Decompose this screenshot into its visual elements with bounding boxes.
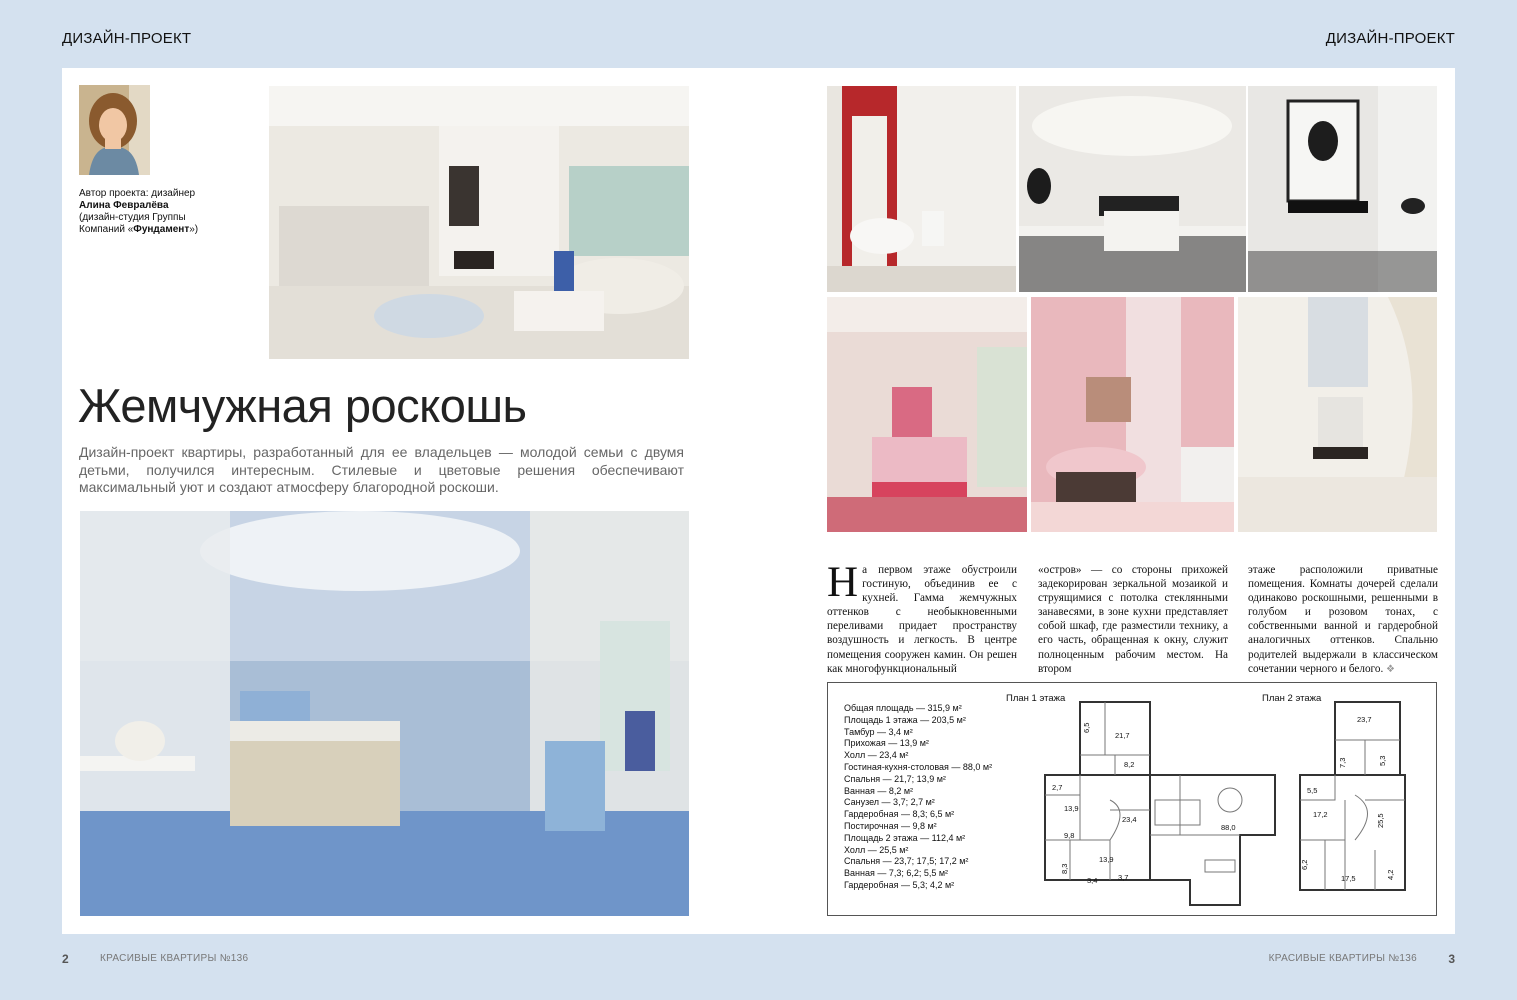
author-caption-line: »)	[189, 224, 199, 235]
bathroom-red-photo	[827, 86, 1016, 292]
article-title: Жемчужная роскошь	[78, 379, 527, 432]
room-label: 3,7	[1118, 873, 1129, 882]
pink-bathroom-photo	[1031, 297, 1234, 532]
plan-2-title: План 2 этажа	[1262, 693, 1322, 704]
spec-line: Постирочная — 9,8 м²	[844, 820, 937, 831]
section-label-left: ДИЗАЙН-ПРОЕКТ	[62, 30, 192, 47]
author-caption-line: Автор проекта: дизайнер	[79, 188, 196, 199]
room-label: 6,5	[1082, 722, 1091, 733]
room-label: 4,2	[1386, 869, 1395, 880]
page-number-right: 3	[1448, 952, 1455, 966]
room-label: 9,8	[1064, 831, 1075, 840]
spec-line: Спальня — 23,7; 17,5; 17,2 м²	[844, 856, 969, 867]
bedroom-black-white-photo	[1019, 86, 1246, 292]
author-caption-line: (дизайн-студия Группы	[79, 212, 186, 223]
author-name: Алина Февралёва	[79, 200, 169, 211]
company-name: Фундамент	[133, 224, 190, 235]
drop-cap: Н	[827, 559, 859, 606]
spec-line: Санузел — 3,7; 2,7 м²	[844, 797, 935, 808]
spec-line: Прихожая — 13,9 м²	[844, 738, 929, 749]
room-label: 2,7	[1052, 783, 1063, 792]
room-label: 13,9	[1099, 855, 1114, 864]
room-label: 5,3	[1378, 755, 1387, 766]
magazine-name-right: КРАСИВЫЕ КВАРТИРЫ №136	[1268, 953, 1417, 964]
room-label: 7,3	[1338, 757, 1347, 768]
article-column-3	[1248, 563, 1438, 677]
author-caption	[79, 188, 239, 236]
article-lead: Дизайн-проект квартиры, разработанный для ее владельцев — молодой семьи с двумя детьми, получился интересным. Стилевые и цветовые решения обеспечивают максимальный уют и создают атмосферу благородной роскоши.	[79, 444, 684, 495]
room-label: 21,7	[1115, 731, 1130, 740]
article-column-text: этаже расположили приватные помещения. Комнаты дочерей сделали одинаково роскошными, решенными в голубом и розовом тонах, с собственными ванной и гардеробной аналогичных оттенков. Спальню родителей выдержали в классическом сочетании черного и белого.	[1248, 564, 1438, 675]
room-label: 23,7	[1357, 715, 1372, 724]
room-label: 25,5	[1376, 813, 1385, 828]
room-label: 23,4	[1122, 815, 1137, 824]
blue-bedroom-photo	[80, 511, 689, 916]
article-column-1	[827, 559, 1017, 676]
living-room-photo	[269, 86, 689, 359]
author-portrait	[79, 85, 150, 175]
spec-line: Площадь 1 этажа — 203,5 м²	[844, 714, 966, 725]
bathroom-black-white-photo	[1248, 86, 1437, 292]
room-label: 3,4	[1087, 876, 1098, 885]
room-label: 17,5	[1341, 874, 1356, 883]
spec-line: Ванная — 8,2 м²	[844, 785, 914, 796]
room-label: 8,2	[1124, 760, 1135, 769]
spec-line: Холл — 23,4 м²	[844, 750, 909, 761]
room-label: 88,0	[1221, 823, 1236, 832]
spec-line: Ванная — 7,3; 6,2; 5,5 м²	[844, 868, 949, 879]
author-caption-line: Компаний «	[79, 224, 134, 235]
floor-plan-2	[1295, 700, 1425, 910]
spec-line: Спальня — 21,7; 13,9 м²	[844, 773, 946, 784]
section-label-right: ДИЗАЙН-ПРОЕКТ	[1325, 30, 1455, 47]
spec-line: Гардеробная — 8,3; 6,5 м²	[844, 809, 955, 820]
page-number-left: 2	[62, 952, 69, 966]
area-specs-list	[844, 703, 992, 892]
plan-1-title: План 1 этажа	[1006, 693, 1066, 704]
room-label: 8,3	[1060, 863, 1069, 874]
article-column-2: «остров» — со стороны прихожей задекорирован зеркальной мозаикой и струящимися с потолка стеклянными занавесями, в зоне кухни представляет собой шкаф, где разместили технику, а его часть, обращенная к окну, служит полноценным рабочим местом. На втором	[1038, 564, 1228, 675]
end-mark-icon: ❖	[1386, 663, 1396, 675]
spec-line: Общая площадь — 315,9 м²	[844, 703, 962, 713]
spec-line: Тамбур — 3,4 м²	[844, 726, 913, 737]
room-label: 6,2	[1300, 859, 1309, 870]
pink-bedroom-photo	[827, 297, 1027, 532]
spec-line: Гардеробная — 5,3; 4,2 м²	[844, 879, 955, 890]
spec-line: Холл — 25,5 м²	[844, 844, 909, 855]
article-column-text: а первом этаже обустроили гостиную, объединив ее с кухней. Гамма жемчужных оттенков с необыкновенными переливами придает пространству воздушность и легкость. В центре помещения сооружен камин. Он решен как многофункциональный	[827, 564, 1017, 675]
room-label: 17,2	[1313, 810, 1328, 819]
room-label: 5,5	[1307, 786, 1318, 795]
room-label: 13,9	[1064, 804, 1079, 813]
magazine-name-left: КРАСИВЫЕ КВАРТИРЫ №136	[100, 953, 249, 964]
floor-plan-1	[1040, 700, 1280, 910]
white-hall-photo	[1238, 297, 1437, 532]
spec-line: Гостиная-кухня-столовая — 88,0 м²	[844, 761, 993, 772]
spec-line: Площадь 2 этажа — 112,4 м²	[844, 832, 966, 843]
